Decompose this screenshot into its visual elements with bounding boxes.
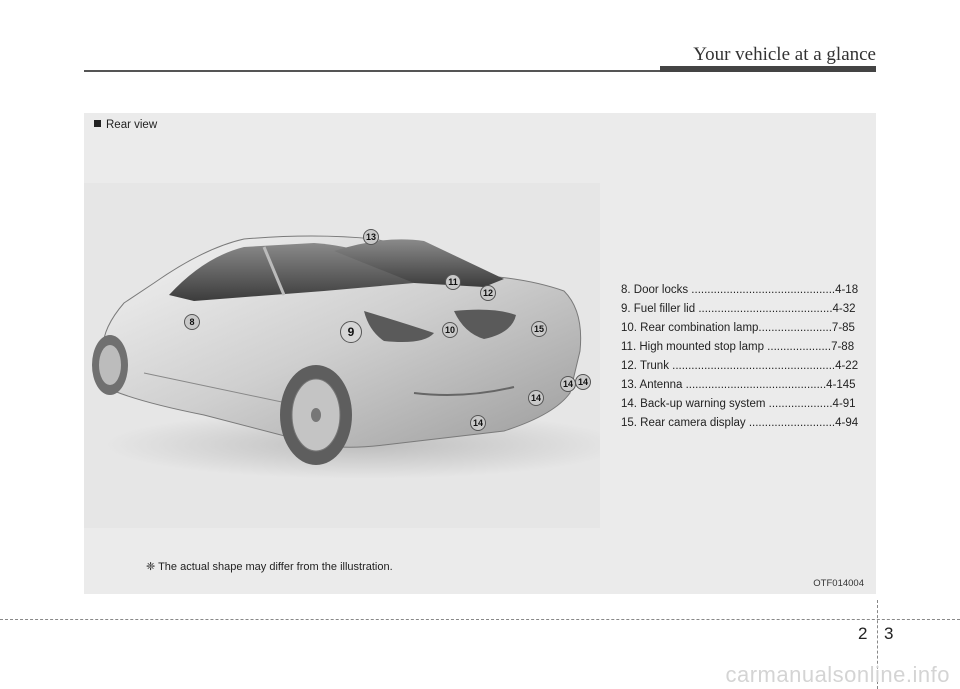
watermark: carmanualsonline.info	[725, 662, 950, 687]
car-rear-view-drawing	[84, 183, 600, 528]
list-item: 10. Rear combination lamp.......................7-85	[621, 322, 855, 334]
callout-15: 15	[531, 321, 547, 337]
list-item: 12. Trunk ...................................................4-22	[621, 360, 859, 372]
page-number: 3	[884, 624, 894, 643]
section-title: Your vehicle at a glance	[693, 44, 876, 65]
list-item: 11. High mounted stop lamp ....................7-88	[621, 341, 855, 353]
parts-list	[621, 281, 877, 433]
callout-14d: 14	[470, 415, 486, 431]
panel-heading	[94, 119, 157, 131]
panel-heading-text: Rear view	[106, 119, 158, 131]
callout-14a: 14	[560, 376, 576, 392]
callout-10: 10	[442, 322, 458, 338]
callout-9: 9	[340, 321, 362, 343]
list-item: 9. Fuel filler lid ..........................................4-32	[621, 303, 856, 315]
header-rule-accent	[660, 66, 876, 72]
chapter-number: 2	[858, 624, 868, 643]
list-item: 8. Door locks .............................................4-18	[621, 284, 859, 296]
list-item: 14. Back-up warning system ....................4-91	[621, 398, 856, 410]
callout-11: 11	[445, 274, 461, 290]
page-footer-rule	[0, 619, 960, 620]
callout-13: 13	[363, 229, 379, 245]
square-bullet-icon	[94, 120, 101, 127]
list-item: 15. Rear camera display ...........................4-94	[621, 417, 859, 429]
illustration-panel	[84, 113, 876, 594]
callout-12: 12	[480, 285, 496, 301]
callout-14c: 14	[528, 390, 544, 406]
car-illustration	[84, 183, 600, 528]
image-code: OTF014004	[813, 578, 864, 589]
callout-14b: 14	[575, 374, 591, 390]
callout-8: 8	[184, 314, 200, 330]
list-item: 13. Antenna ............................................4-145	[621, 379, 856, 391]
illustration-note: ❈ The actual shape may differ from the illustration.	[146, 561, 393, 573]
